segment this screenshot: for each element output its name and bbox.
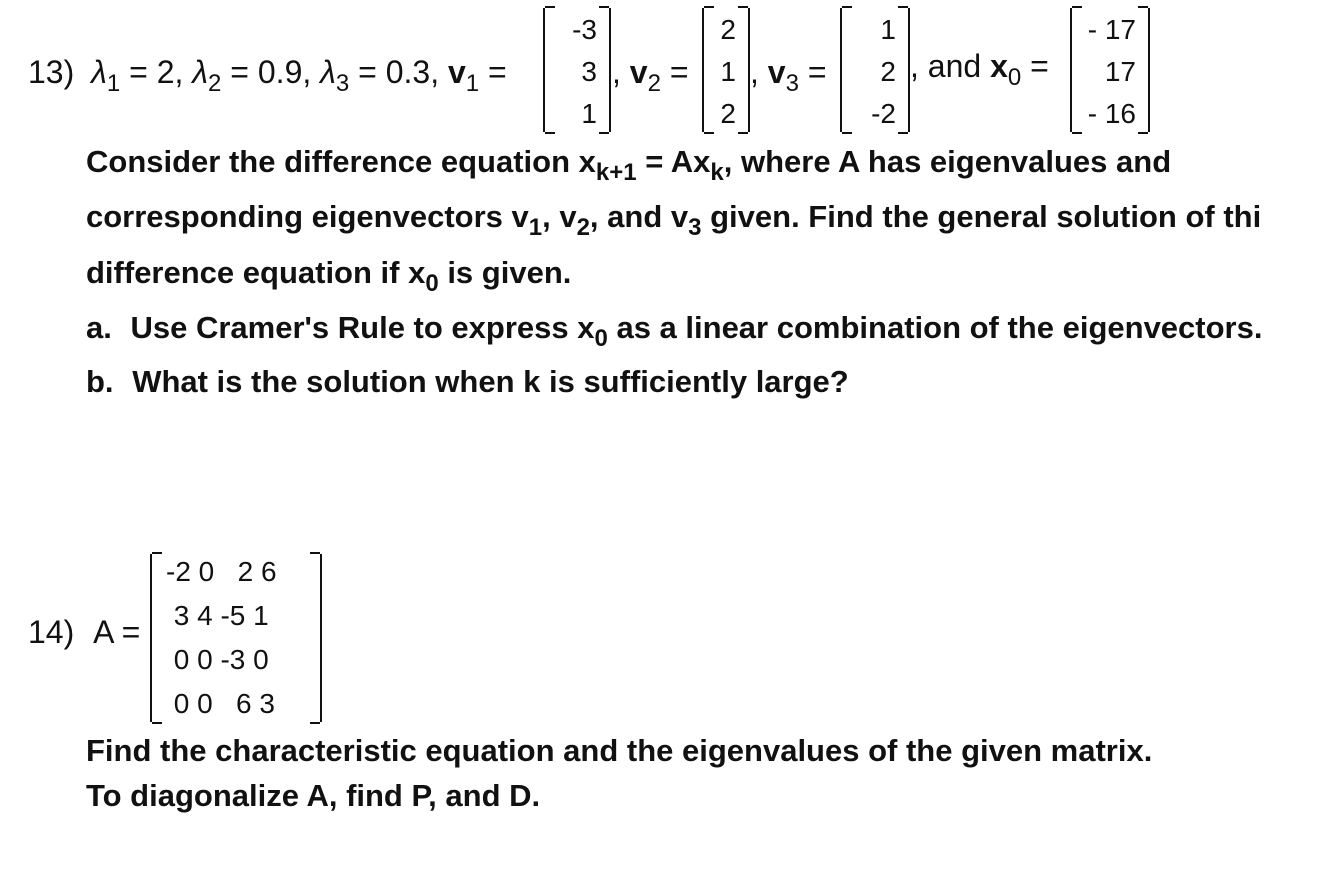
lambda2: $\lambda_2 = 0.9$, [192,54,321,97]
problem-13-line-3: difference equation if $x_0$ is given. [86,255,572,297]
x0-entry: 17 [1104,56,1136,87]
v1-entry: 3 [581,56,597,87]
v3-entry: 1 [880,14,896,45]
v3-label: , $v_3$ = [750,54,827,97]
v1-entry: -3 [572,14,597,45]
v1-label: $v_1$ = [447,54,507,97]
matrix-A-row: 3 4 -5 1 [166,600,269,631]
v1-entry: 1 [581,98,597,129]
lambda1: $\lambda_1 = 2$, [91,54,193,97]
x0-entry: - 16 [1087,98,1136,129]
v3-entry: 2 [880,56,896,87]
vector-v1 [543,8,611,132]
part-b-label: b. [86,364,114,399]
problem-14-header [28,616,140,648]
problem-14-line-2: To diagonalize A, find P, and D. [86,778,541,813]
v2-label: , $v_2$ = [612,54,689,97]
problem-13-part-b: b. What is the solution when k is sufficiently large? [86,364,849,399]
matrix-A-label: A = [93,614,141,650]
matrix-A-row: 0 0 -3 0 [166,644,269,675]
v2-entry: 2 [720,98,736,129]
vector-v2 [702,8,750,132]
v3-entry: -2 [871,98,896,129]
v2-entry: 1 [720,56,736,87]
part-a-label: a. [86,310,112,345]
problem-13-number: 13) [28,54,75,90]
problem-14-line-1: Find the characteristic equation and the eigenvalues of the given matrix. [86,733,1153,768]
matrix-A-row: 0 0 6 3 [166,688,275,719]
v2-entry: 2 [720,14,736,45]
problem-14-number: 14) [28,614,75,650]
problem-13-line-2: corresponding eigenvectors $v_1$, $v_2$, and $v_3$ given. Find the general solution of thi [86,199,1262,241]
problem-13-part-a: a. Use Cramer's Rule to express $x_0$ as a linear combination of the eigenvectors. [86,310,1263,352]
matrix-A-row: -2 0 2 6 [166,556,277,587]
x0-entry: - 17 [1087,14,1136,45]
lambda3: $\lambda_3 = 0.3$, [320,54,448,97]
x0-label: , and $x_0$ = [910,48,1049,91]
problem-13-line-1: Consider the difference equation $x_{k+1} = Ax_k$, where A has eigenvalues and [86,144,1172,186]
problem-13-header [28,54,507,97]
matrix-A [150,554,322,722]
vector-v3 [840,8,910,132]
vector-x0 [1070,8,1150,132]
